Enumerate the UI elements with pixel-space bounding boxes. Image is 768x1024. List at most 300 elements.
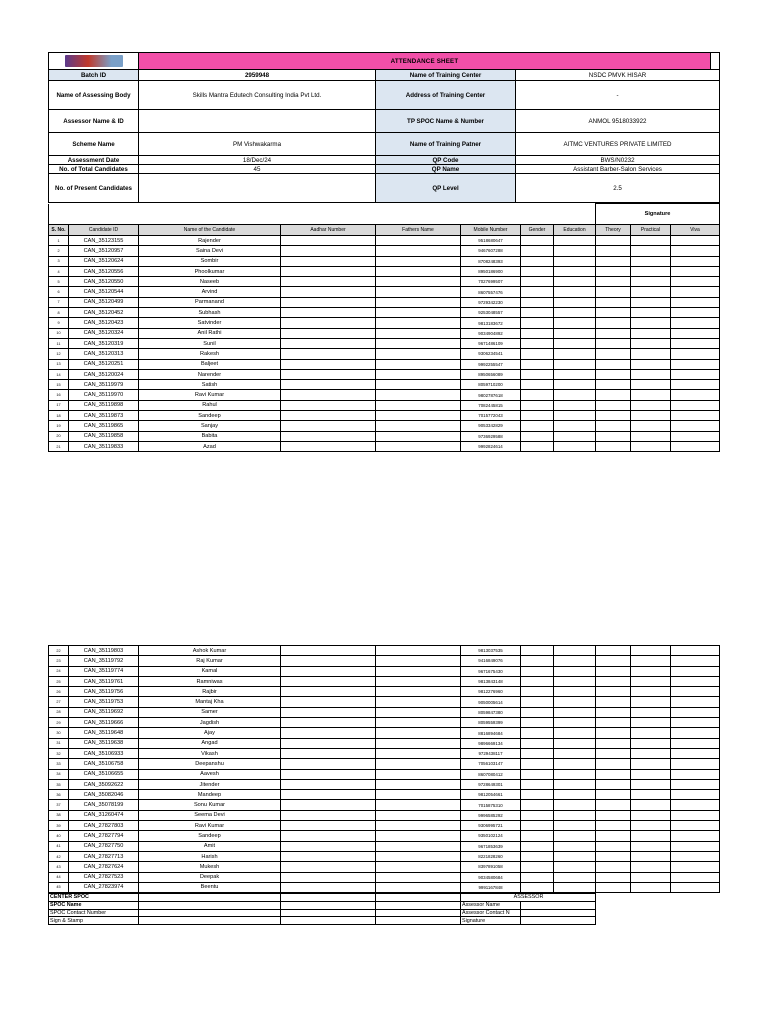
serial-number: 3 xyxy=(49,256,69,266)
viva-signature xyxy=(671,759,720,769)
table-row xyxy=(49,748,720,758)
gender xyxy=(521,318,554,328)
theory-signature xyxy=(596,821,631,831)
candidate-id: CAN_35106655 xyxy=(69,769,139,779)
candidate-name: Sonu Kumar xyxy=(139,800,281,810)
candidate-name: Rahul xyxy=(139,400,281,410)
assessor-label: Assessor Name & ID xyxy=(49,110,139,133)
serial-number: 6 xyxy=(49,287,69,297)
tp-spoc-value: ANMOL 9518033922 xyxy=(516,110,720,133)
fathers-name xyxy=(376,676,461,686)
fathers-name xyxy=(376,349,461,359)
col-header: Name of the Candidate xyxy=(139,225,281,236)
gender xyxy=(521,821,554,831)
viva-signature xyxy=(671,411,720,421)
table-row xyxy=(49,872,720,882)
candidate-id: CAN_27827713 xyxy=(69,851,139,861)
fathers-name xyxy=(376,236,461,246)
attendance-sheet-page-2 xyxy=(48,645,719,925)
practical-signature xyxy=(631,676,671,686)
mobile-number: 7015772043 xyxy=(461,411,521,421)
viva-signature xyxy=(671,349,720,359)
serial-number: 13 xyxy=(49,359,69,369)
mobile-number: 9034580684 xyxy=(461,872,521,882)
fathers-name xyxy=(376,882,461,892)
fathers-name xyxy=(376,411,461,421)
serial-number: 21 xyxy=(49,441,69,451)
aadhar-number xyxy=(281,421,376,431)
theory-signature xyxy=(596,697,631,707)
theory-signature xyxy=(596,851,631,861)
theory-signature xyxy=(596,297,631,307)
aadhar-number xyxy=(281,687,376,697)
aadhar-number xyxy=(281,748,376,758)
candidate-id: CAN_35119979 xyxy=(69,380,139,390)
viva-signature xyxy=(671,718,720,728)
fathers-name xyxy=(376,308,461,318)
assessor-contact-label: Assessor Contact N xyxy=(461,909,521,917)
practical-signature xyxy=(631,246,671,256)
candidate-name: Sombir xyxy=(139,256,281,266)
viva-signature xyxy=(671,831,720,841)
theory-signature xyxy=(596,687,631,697)
mobile-number: 9253048557 xyxy=(461,308,521,318)
signature-label: Signature xyxy=(461,917,521,925)
education xyxy=(554,872,596,882)
table-row xyxy=(49,390,720,400)
practical-signature xyxy=(631,821,671,831)
gender xyxy=(521,831,554,841)
candidate-id: CAN_35120550 xyxy=(69,277,139,287)
spoc-contact-field[interactable] xyxy=(139,909,281,917)
candidate-name: Rajbir xyxy=(139,687,281,697)
education xyxy=(554,851,596,861)
candidate-id: CAN_27827794 xyxy=(69,831,139,841)
aadhar-number xyxy=(281,718,376,728)
viva-signature xyxy=(671,297,720,307)
candidate-id: CAN_35120624 xyxy=(69,256,139,266)
viva-signature xyxy=(671,862,720,872)
fathers-name xyxy=(376,769,461,779)
signature-heading: Signature xyxy=(596,204,720,225)
mobile-number: 9467607288 xyxy=(461,246,521,256)
aadhar-number xyxy=(281,266,376,276)
candidate-id: CAN_35120024 xyxy=(69,369,139,379)
aadhar-number xyxy=(281,328,376,338)
candidate-name: Sandeep xyxy=(139,411,281,421)
education xyxy=(554,318,596,328)
sign-stamp-label: Sign & Stamp xyxy=(49,917,139,925)
theory-signature xyxy=(596,236,631,246)
gender xyxy=(521,656,554,666)
candidate-id: CAN_35106758 xyxy=(69,759,139,769)
candidate-id: CAN_27823974 xyxy=(69,882,139,892)
viva-signature xyxy=(671,236,720,246)
col-header: Theory xyxy=(596,225,631,236)
theory-signature xyxy=(596,328,631,338)
candidate-id: CAN_35120957 xyxy=(69,246,139,256)
practical-signature xyxy=(631,851,671,861)
present-candidates-value xyxy=(139,174,376,203)
table-row xyxy=(49,421,720,431)
education xyxy=(554,646,596,656)
candidate-id: CAN_35120319 xyxy=(69,338,139,348)
candidate-name: Angad xyxy=(139,738,281,748)
aadhar-number xyxy=(281,380,376,390)
fathers-name xyxy=(376,359,461,369)
scheme-label: Scheme Name xyxy=(49,133,139,156)
theory-signature xyxy=(596,318,631,328)
gender xyxy=(521,841,554,851)
training-center-value: NSDC PMVK HISAR xyxy=(516,70,720,81)
education xyxy=(554,656,596,666)
viva-signature xyxy=(671,666,720,676)
candidate-id: CAN_35119833 xyxy=(69,441,139,451)
fathers-name xyxy=(376,246,461,256)
education xyxy=(554,338,596,348)
education xyxy=(554,676,596,686)
table-row xyxy=(49,738,720,748)
table-row xyxy=(49,400,720,410)
assessor-contact-field[interactable] xyxy=(521,909,596,917)
qp-code-label: QP Code xyxy=(376,156,516,165)
candidate-id: CAN_35082046 xyxy=(69,790,139,800)
mobile-number: 8816894684 xyxy=(461,728,521,738)
company-logo xyxy=(49,53,139,70)
table-row xyxy=(49,287,720,297)
mobile-number: 9671675430 xyxy=(461,666,521,676)
viva-signature xyxy=(671,800,720,810)
viva-signature xyxy=(671,328,720,338)
qp-level-label: QP Level xyxy=(376,174,516,203)
candidate-name: Anil Rathi xyxy=(139,328,281,338)
mobile-number: 9813843148 xyxy=(461,676,521,686)
candidate-name: Samer xyxy=(139,707,281,717)
viva-signature xyxy=(671,697,720,707)
signature-field[interactable] xyxy=(521,917,596,925)
mobile-number: 8059710200 xyxy=(461,380,521,390)
aadhar-number xyxy=(281,369,376,379)
gender xyxy=(521,748,554,758)
mobile-number: 9350102124 xyxy=(461,831,521,841)
viva-signature xyxy=(671,441,720,451)
candidate-name: Phoolkumar xyxy=(139,266,281,276)
practical-signature xyxy=(631,328,671,338)
candidate-name: Mantaj Kha xyxy=(139,697,281,707)
theory-signature xyxy=(596,779,631,789)
gender xyxy=(521,359,554,369)
practical-signature xyxy=(631,862,671,872)
candidate-name: Arvind xyxy=(139,287,281,297)
assessor-name-field[interactable] xyxy=(521,901,596,909)
header-table xyxy=(48,52,720,203)
theory-signature xyxy=(596,841,631,851)
fathers-name xyxy=(376,790,461,800)
gender xyxy=(521,728,554,738)
theory-signature xyxy=(596,308,631,318)
table-row xyxy=(49,769,720,779)
table-row xyxy=(49,411,720,421)
education xyxy=(554,236,596,246)
col-header: Aadhar Number xyxy=(281,225,376,236)
practical-signature xyxy=(631,810,671,820)
table-row xyxy=(49,338,720,348)
viva-signature xyxy=(671,400,720,410)
aadhar-number xyxy=(281,800,376,810)
mobile-number: 7015875310 xyxy=(461,800,521,810)
fathers-name xyxy=(376,718,461,728)
fathers-name xyxy=(376,800,461,810)
candidate-name: Raj Kumar xyxy=(139,656,281,666)
table-row xyxy=(49,646,720,656)
spoc-name-field[interactable] xyxy=(139,901,281,909)
education xyxy=(554,431,596,441)
table-row xyxy=(49,256,720,266)
candidate-name: Satish xyxy=(139,380,281,390)
fathers-name xyxy=(376,400,461,410)
practical-signature xyxy=(631,769,671,779)
table-row xyxy=(49,851,720,861)
serial-number: 10 xyxy=(49,328,69,338)
mobile-number: 9034904892 xyxy=(461,328,521,338)
viva-signature xyxy=(671,738,720,748)
mobile-number: 8607557476 xyxy=(461,287,521,297)
gender xyxy=(521,421,554,431)
candidate-name: Rakesh xyxy=(139,349,281,359)
assessing-body-label: Name of Assessing Body xyxy=(49,81,139,110)
viva-signature xyxy=(671,656,720,666)
mobile-number: 9813037535 xyxy=(461,646,521,656)
viva-signature xyxy=(671,821,720,831)
gender xyxy=(521,256,554,266)
candidate-id: CAN_35119638 xyxy=(69,738,139,748)
serial-number: 16 xyxy=(49,390,69,400)
table-row xyxy=(49,666,720,676)
education xyxy=(554,246,596,256)
candidate-name: Ajay xyxy=(139,728,281,738)
gender xyxy=(521,297,554,307)
practical-signature xyxy=(631,277,671,287)
table-row xyxy=(49,441,720,451)
aadhar-number xyxy=(281,779,376,789)
serial-number: 37 xyxy=(49,800,69,810)
theory-signature xyxy=(596,646,631,656)
aadhar-number xyxy=(281,676,376,686)
assessment-date-value: 18/Dec/24 xyxy=(139,156,376,165)
gender xyxy=(521,441,554,451)
theory-signature xyxy=(596,831,631,841)
serial-number: 29 xyxy=(49,718,69,728)
serial-number: 44 xyxy=(49,872,69,882)
practical-signature xyxy=(631,646,671,656)
table-row xyxy=(49,656,720,666)
gender xyxy=(521,810,554,820)
gender xyxy=(521,369,554,379)
fathers-name xyxy=(376,297,461,307)
gender xyxy=(521,338,554,348)
fathers-name xyxy=(376,728,461,738)
attendance-sheet-page-1 xyxy=(48,52,719,452)
practical-signature xyxy=(631,718,671,728)
serial-number: 26 xyxy=(49,687,69,697)
mobile-number: 8708248393 xyxy=(461,256,521,266)
mobile-number: 9991167848 xyxy=(461,882,521,892)
training-center-label: Name of Training Center xyxy=(376,70,516,81)
candidate-id: CAN_35119865 xyxy=(69,421,139,431)
serial-number: 38 xyxy=(49,810,69,820)
theory-signature xyxy=(596,707,631,717)
fathers-name xyxy=(376,759,461,769)
mobile-number: 9896669134 xyxy=(461,738,521,748)
assessor-heading: ASSESSOR xyxy=(461,894,596,902)
assessor-name-label: Assessor Name xyxy=(461,901,521,909)
fathers-name xyxy=(376,431,461,441)
practical-signature xyxy=(631,728,671,738)
serial-number: 32 xyxy=(49,748,69,758)
gender xyxy=(521,872,554,882)
fathers-name xyxy=(376,872,461,882)
candidate-id: CAN_35119761 xyxy=(69,676,139,686)
education xyxy=(554,359,596,369)
candidate-id: CAN_35119970 xyxy=(69,390,139,400)
theory-signature xyxy=(596,800,631,810)
practical-signature xyxy=(631,666,671,676)
fathers-name xyxy=(376,810,461,820)
partner-value: AITMC VENTURES PRIVATE LIMITED xyxy=(516,133,720,156)
mobile-number: 9671853639 xyxy=(461,841,521,851)
mobile-number: 8950186900 xyxy=(461,266,521,276)
aadhar-number xyxy=(281,338,376,348)
serial-number: 27 xyxy=(49,697,69,707)
candidate-name: Ashok Kumar xyxy=(139,646,281,656)
col-header: S. No. xyxy=(49,225,69,236)
serial-number: 15 xyxy=(49,380,69,390)
viva-signature xyxy=(671,841,720,851)
viva-signature xyxy=(671,246,720,256)
candidate-name: Sanjay xyxy=(139,421,281,431)
mobile-number: 9813183672 xyxy=(461,318,521,328)
serial-number: 36 xyxy=(49,790,69,800)
theory-signature xyxy=(596,666,631,676)
practical-signature xyxy=(631,369,671,379)
candidate-name: Amit xyxy=(139,841,281,851)
mobile-number: 9728649301 xyxy=(461,779,521,789)
education xyxy=(554,400,596,410)
practical-signature xyxy=(631,421,671,431)
aadhar-number xyxy=(281,256,376,266)
table-row xyxy=(49,810,720,820)
candidate-id: CAN_27827624 xyxy=(69,862,139,872)
candidate-name: Beentu xyxy=(139,882,281,892)
mobile-number: 7082445815 xyxy=(461,400,521,410)
gender xyxy=(521,697,554,707)
fathers-name xyxy=(376,687,461,697)
viva-signature xyxy=(671,646,720,656)
candidate-name: Mukesh xyxy=(139,862,281,872)
practical-signature xyxy=(631,831,671,841)
practical-signature xyxy=(631,697,671,707)
education xyxy=(554,328,596,338)
gender xyxy=(521,779,554,789)
theory-signature xyxy=(596,431,631,441)
mobile-number: 9992255547 xyxy=(461,359,521,369)
candidate-name: Sunil xyxy=(139,338,281,348)
serial-number: 24 xyxy=(49,666,69,676)
serial-number: 28 xyxy=(49,707,69,717)
education xyxy=(554,277,596,287)
candidate-name: Satvinder xyxy=(139,318,281,328)
education xyxy=(554,841,596,851)
candidate-name: Mandeep xyxy=(139,790,281,800)
table-row xyxy=(49,359,720,369)
col-header: Gender xyxy=(521,225,554,236)
fathers-name xyxy=(376,328,461,338)
aadhar-number xyxy=(281,821,376,831)
mobile-number: 9996585292 xyxy=(461,810,521,820)
candidate-name: Deepak xyxy=(139,872,281,882)
practical-signature xyxy=(631,790,671,800)
practical-signature xyxy=(631,308,671,318)
theory-signature xyxy=(596,759,631,769)
mobile-number: 9050005614 xyxy=(461,697,521,707)
fathers-name xyxy=(376,318,461,328)
candidate-name: Azad xyxy=(139,441,281,451)
candidate-id: CAN_35120324 xyxy=(69,328,139,338)
address-label: Address of Training Center xyxy=(376,81,516,110)
candidate-id: CAN_35120452 xyxy=(69,308,139,318)
gender xyxy=(521,236,554,246)
mobile-number: 7027699507 xyxy=(461,277,521,287)
table-row xyxy=(49,800,720,810)
practical-signature xyxy=(631,318,671,328)
serial-number: 30 xyxy=(49,728,69,738)
education xyxy=(554,266,596,276)
aadhar-number xyxy=(281,246,376,256)
col-header: Education xyxy=(554,225,596,236)
mobile-number: 9736929588 xyxy=(461,431,521,441)
practical-signature xyxy=(631,800,671,810)
viva-signature xyxy=(671,369,720,379)
sign-stamp-field[interactable] xyxy=(139,917,281,925)
mobile-number: 9729438117 xyxy=(461,748,521,758)
viva-signature xyxy=(671,810,720,820)
education xyxy=(554,256,596,266)
candidate-id: CAN_35078199 xyxy=(69,800,139,810)
serial-number: 42 xyxy=(49,851,69,861)
table-row xyxy=(49,328,720,338)
fathers-name xyxy=(376,738,461,748)
mobile-number: 9802787618 xyxy=(461,390,521,400)
mobile-number: 9729342230 xyxy=(461,297,521,307)
table-row xyxy=(49,707,720,717)
candidate-name: Ramniwas xyxy=(139,676,281,686)
candidate-name: Vikash xyxy=(139,748,281,758)
practical-signature xyxy=(631,687,671,697)
gender xyxy=(521,380,554,390)
aadhar-number xyxy=(281,656,376,666)
fathers-name xyxy=(376,831,461,841)
mobile-number: 9812054661 xyxy=(461,790,521,800)
viva-signature xyxy=(671,882,720,892)
candidate-id: CAN_35119774 xyxy=(69,666,139,676)
theory-signature xyxy=(596,421,631,431)
education xyxy=(554,810,596,820)
gender xyxy=(521,676,554,686)
gender xyxy=(521,882,554,892)
candidate-id: CAN_35119756 xyxy=(69,687,139,697)
gender xyxy=(521,646,554,656)
table-row xyxy=(49,790,720,800)
